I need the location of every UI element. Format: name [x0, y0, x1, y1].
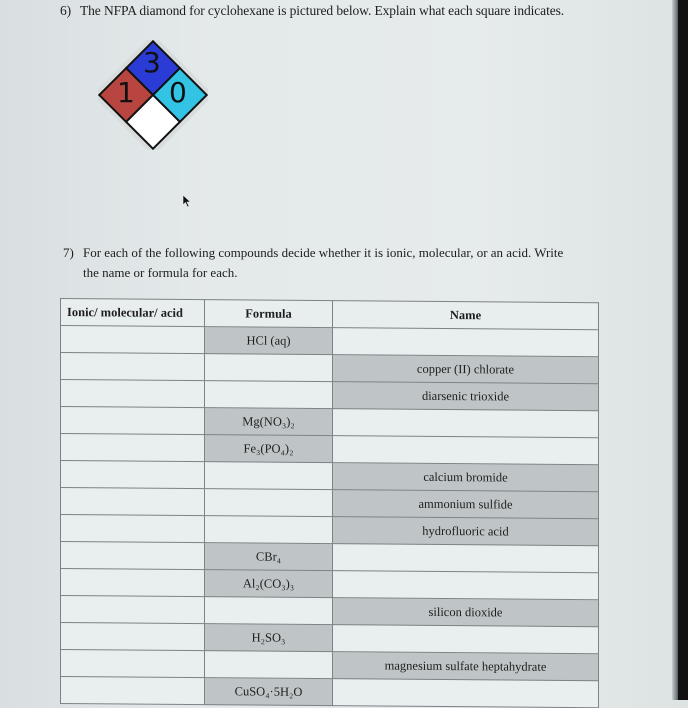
- name-cell: copper (II) chlorate: [333, 355, 599, 384]
- type-cell[interactable]: [61, 515, 205, 543]
- question-6-text: The NFPA diamond for cyclohexane is pictured below. Explain what each square indicates.: [80, 3, 565, 18]
- table-row: [61, 677, 599, 708]
- question-7-text-line2: the name or formula for each.: [83, 265, 238, 280]
- formula-cell[interactable]: [205, 381, 333, 409]
- mouse-cursor-icon: [182, 194, 192, 208]
- formula-cell: Al₂(CO₃)₃: [205, 570, 333, 598]
- type-cell[interactable]: [61, 542, 205, 570]
- table-row: [61, 623, 599, 654]
- formula-cell: HCl (aq): [205, 327, 333, 355]
- formula-cell: CuSO₄·5H₂O: [205, 678, 333, 706]
- type-cell[interactable]: [61, 407, 205, 435]
- table-row: [61, 596, 599, 627]
- nfpa-reactivity-value: 0: [169, 76, 187, 109]
- type-cell[interactable]: [61, 623, 205, 651]
- name-cell[interactable]: [333, 544, 599, 573]
- table-row: [61, 515, 599, 546]
- type-cell[interactable]: [61, 677, 205, 705]
- name-cell: hydrofluoric acid: [333, 517, 599, 546]
- name-cell[interactable]: [333, 328, 599, 357]
- type-cell[interactable]: [61, 326, 205, 354]
- header-formula: Formula: [205, 300, 333, 328]
- header-name: Name: [333, 301, 599, 330]
- type-cell[interactable]: [61, 461, 205, 489]
- table-row: [61, 380, 599, 411]
- table-row: [61, 434, 599, 465]
- question-7-text-line1: For each of the following compounds decide whether it is ionic, molecular, or an acid. Write: [83, 245, 564, 260]
- table-row: [61, 650, 599, 681]
- formula-cell[interactable]: [205, 597, 333, 625]
- type-cell[interactable]: [61, 434, 205, 462]
- type-cell[interactable]: [61, 650, 205, 678]
- name-cell[interactable]: [333, 436, 599, 465]
- name-cell: magnesium sulfate heptahydrate: [333, 652, 599, 681]
- table-header-row: [61, 299, 599, 330]
- name-cell[interactable]: [333, 625, 599, 654]
- name-cell: calcium bromide: [333, 463, 599, 492]
- table-row: [61, 542, 599, 573]
- type-cell[interactable]: [61, 353, 205, 381]
- header-type: Ionic/ molecular/ acid: [61, 299, 205, 327]
- name-cell[interactable]: [333, 679, 599, 708]
- name-cell: ammonium sulfide: [333, 490, 599, 519]
- name-cell: silicon dioxide: [333, 598, 599, 627]
- name-cell[interactable]: [333, 409, 599, 438]
- type-cell[interactable]: [61, 488, 205, 516]
- formula-cell: H₂SO₃: [205, 624, 333, 652]
- formula-cell[interactable]: [205, 651, 333, 679]
- formula-cell[interactable]: [205, 516, 333, 544]
- name-cell: diarsenic trioxide: [333, 382, 599, 411]
- nfpa-health-value: 1: [117, 76, 135, 109]
- formula-cell: Mg(NO₃)₂: [205, 408, 333, 436]
- type-cell[interactable]: [61, 596, 205, 624]
- table-row: [61, 407, 599, 438]
- formula-cell[interactable]: [205, 354, 333, 382]
- type-cell[interactable]: [61, 569, 205, 597]
- formula-cell: CBr₄: [205, 543, 333, 571]
- screen-bezel: [678, 0, 688, 700]
- formula-cell[interactable]: [205, 489, 333, 517]
- type-cell[interactable]: [61, 380, 205, 408]
- formula-cell[interactable]: [205, 462, 333, 490]
- table-row: [61, 461, 599, 492]
- compound-table: [60, 298, 599, 708]
- nfpa-diamond: [98, 40, 208, 150]
- table-row: [61, 569, 599, 600]
- question-7-number: 7): [63, 245, 74, 260]
- question-6: [60, 3, 564, 19]
- table-row: [61, 326, 599, 357]
- question-7: [63, 243, 603, 283]
- nfpa-flammability-value: 3: [143, 46, 161, 79]
- name-cell[interactable]: [333, 571, 599, 600]
- formula-cell: Fe₃(PO₄)₂: [205, 435, 333, 463]
- question-6-number: 6): [60, 3, 72, 18]
- table-row: [61, 353, 599, 384]
- table-row: [61, 488, 599, 519]
